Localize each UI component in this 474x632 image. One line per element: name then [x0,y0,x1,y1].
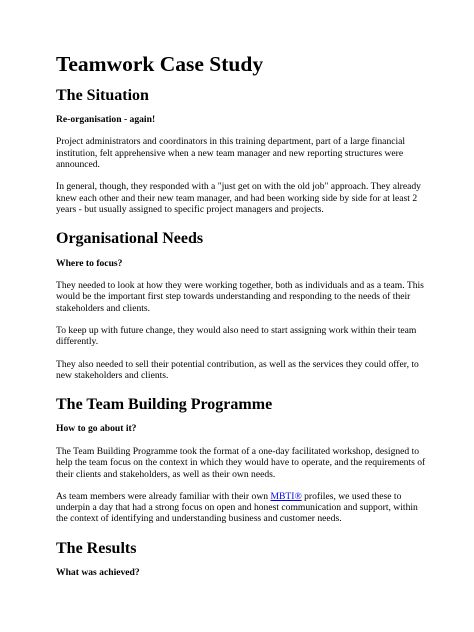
situation-paragraph: Project administrators and coordinators in this training department, part of a large financial institution, felt apprehensive when a new team manager and new reporting structures were announced. [56,136,406,171]
results-subheading: What was achieved? [56,566,140,578]
section-organisational-needs [56,229,428,381]
programme-paragraph-text-after: profiles, we used these to underpin a day that had a strong focus on open and honest communication and support, within the context of identifying and understanding business and customer needs. [56,490,418,525]
document-page [56,52,428,589]
needs-paragraph: To keep up with future change, they would also need to start assigning work within their team differently. [56,324,417,348]
section-results [56,539,428,579]
situation-heading: The Situation [56,86,149,104]
mbti-link[interactable]: MBTI® [270,490,302,502]
needs-subheading: Where to focus? [56,257,123,269]
programme-paragraph: The Team Building Programme took the format of a one-day facilitated workshop, designed to help the team focus on the context in which they would have to operate, and the requirements of their clients and stakeholders, as well as their own needs. [56,445,426,480]
results-heading: The Results [56,539,137,557]
programme-paragraph-mbti [56,491,428,525]
needs-paragraph: They also needed to sell their potential contribution, as well as the services they could offer, to new stakeholders and clients. [56,358,419,381]
programme-heading: The Team Building Programme [56,396,273,414]
situation-paragraph: In general, though, they responded with a "just get on with the old job" approach. They already knew each other and their new team manager, and had been working side by side for at least 2 years - but usually assigned to specific project managers and projects. [56,181,421,216]
programme-subheading: How to go about it? [56,423,137,435]
section-team-building-programme [56,395,428,525]
needs-heading: Organisational Needs [56,230,204,248]
programme-paragraph-text-before: As team members were already familiar with their own [56,490,271,502]
situation-subheading: Re-organisation - again! [56,113,156,125]
section-situation [56,86,428,216]
needs-paragraph: They needed to look at how they were working together, both as individuals and as a team. This would be the important first step towards understanding and responding to the needs of their stakeholders and clients. [56,280,424,314]
document-title: Teamwork Case Study [56,52,264,76]
